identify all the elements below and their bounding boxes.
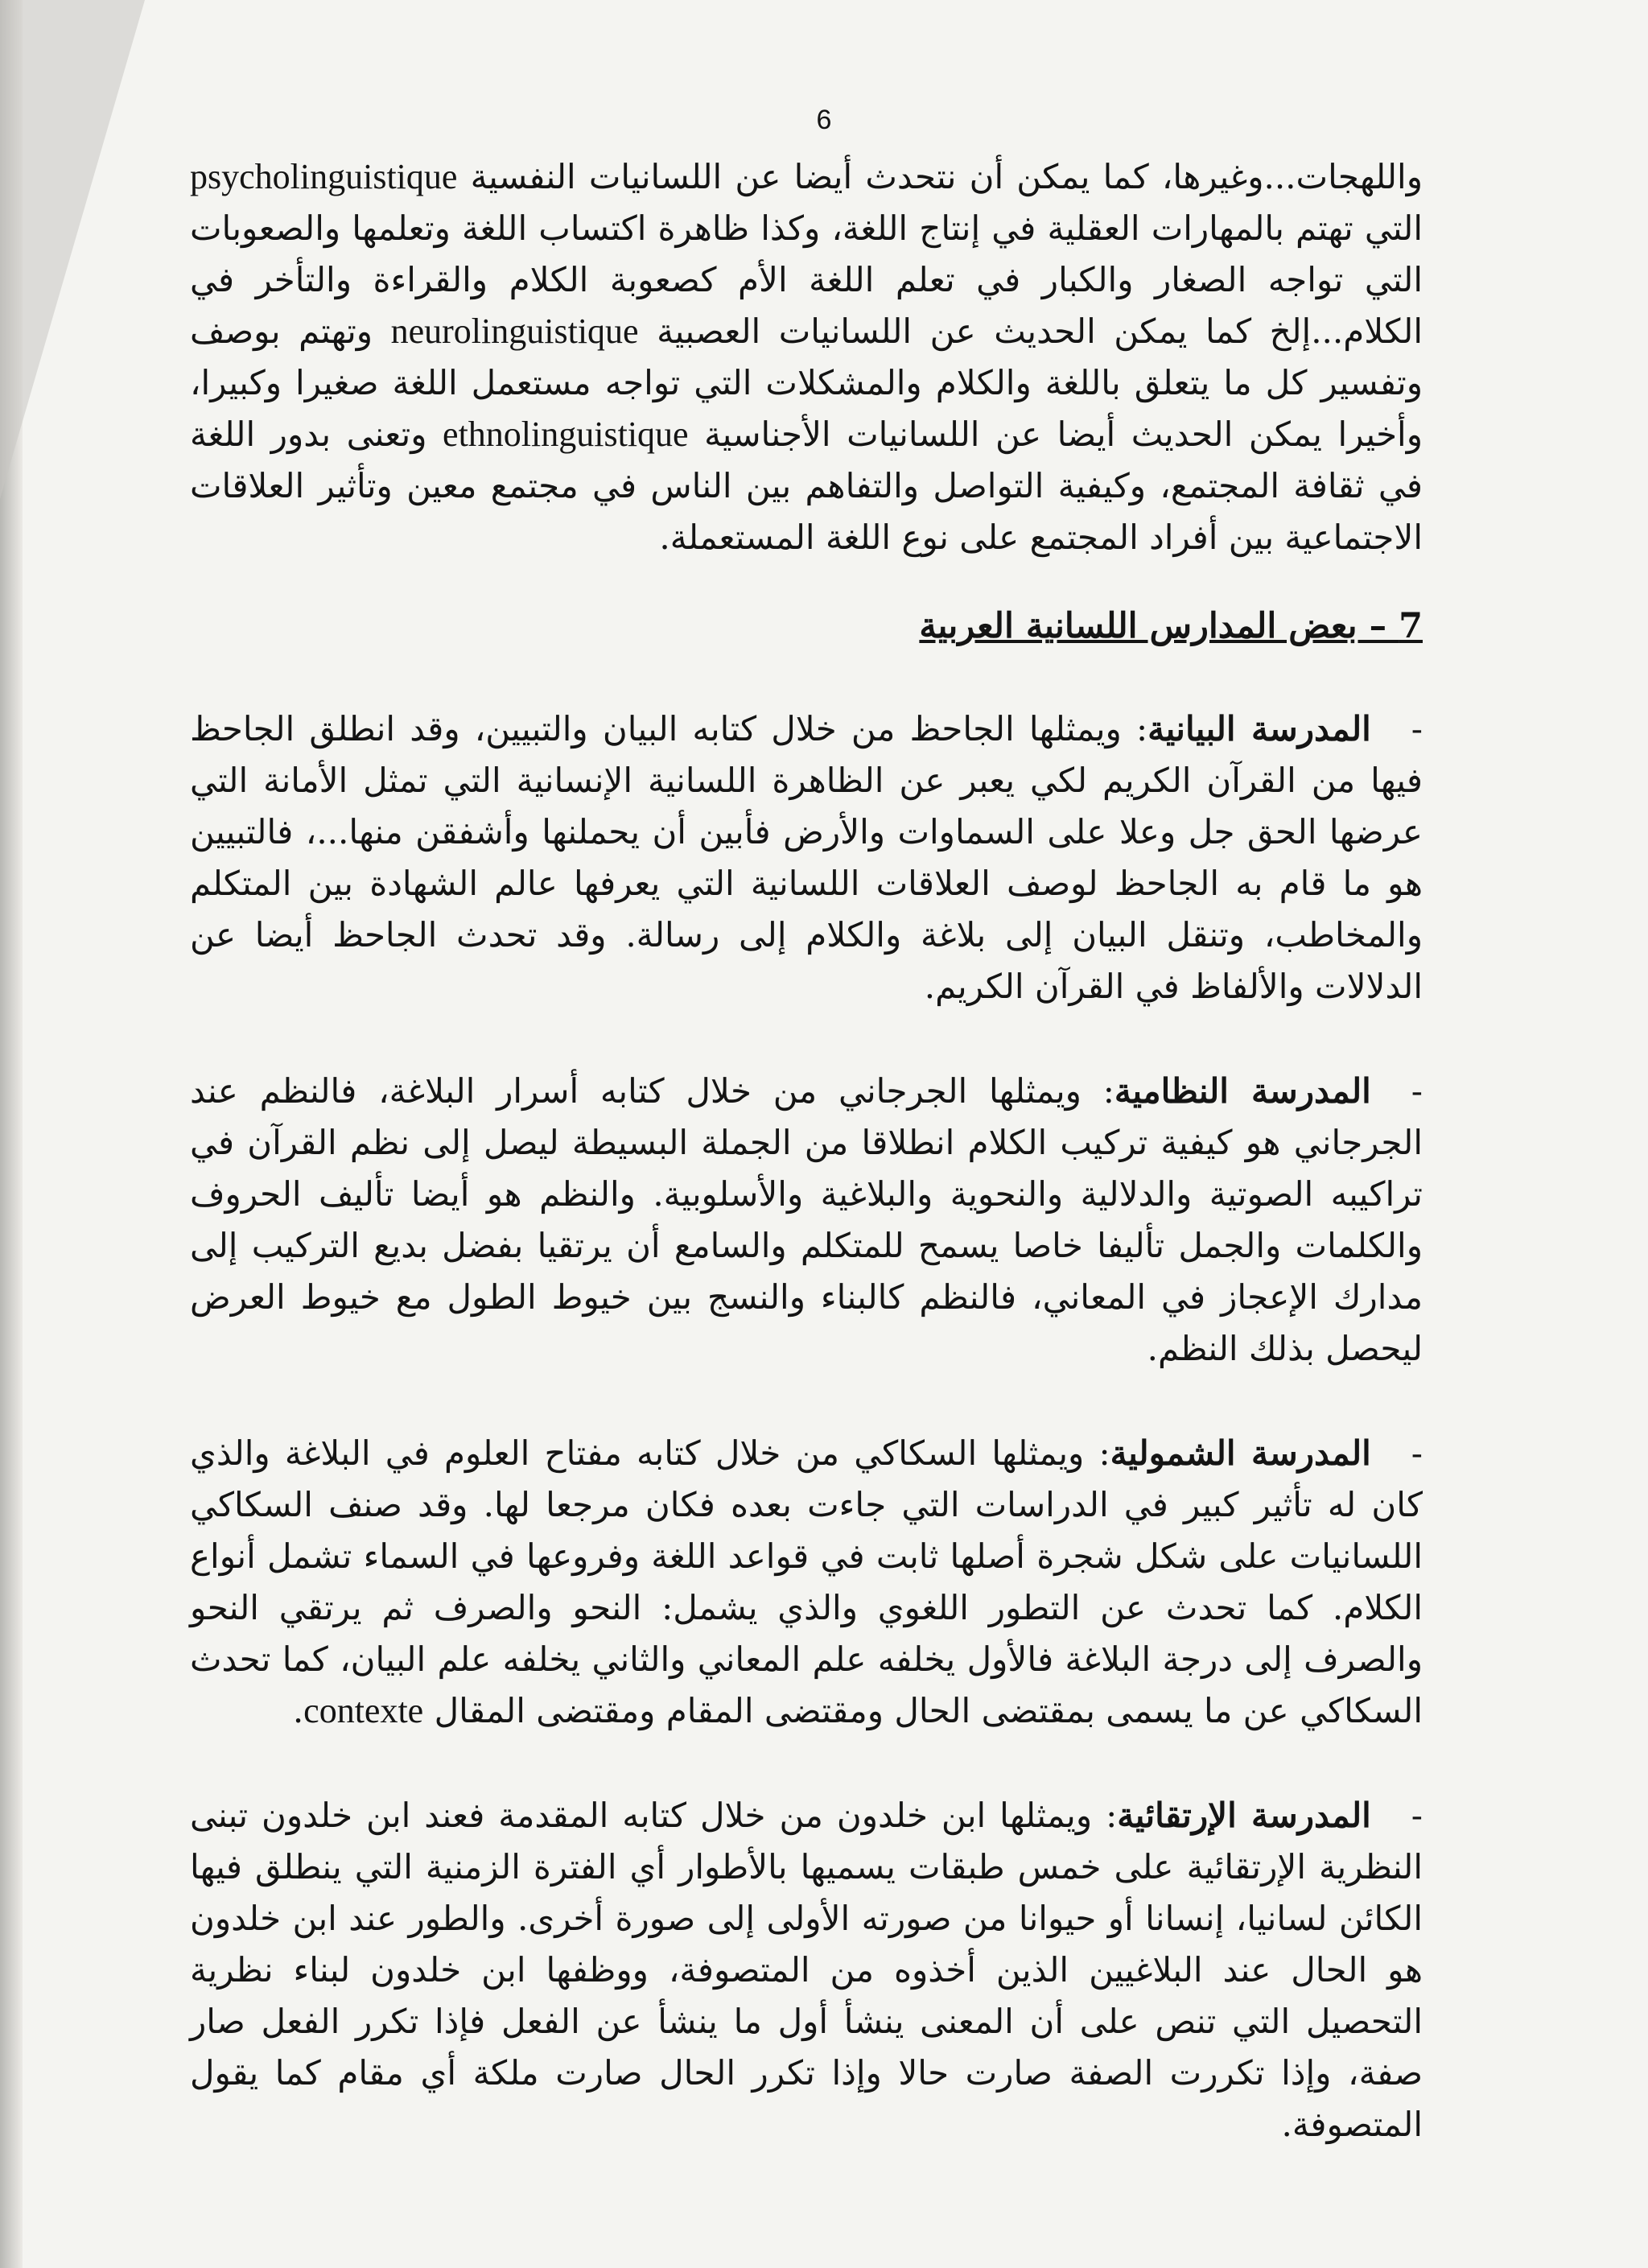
school-text: : ويمثلها الجاحظ من خلال كتابه البيان والتبيين، وقد انطلق الجاحظ فيها من القرآن الكريم لكي يعبر عن الظاهرة اللسانية الإنسانية التي تمثل الأمانة التي عرضها الحق جل وعلا على السماوات والأرض فأبين أن يحملنها وأشفقن منها...، فالتبيين هو ما قام به الجاحظ لوصف العلاقات اللسانية التي يعرفها عالم الشهادة بين المتكلم والمخاطب، وتنقل البيان إلى بلاغة والكلام إلى رسالة. وقد تحدث الجاحظ أيضا عن الدلالات والألفاظ في القرآن الكريم. [190,709,1423,1006]
school-bayaniya [190,703,1423,1012]
intro-paragraph [190,151,1423,563]
list-dash: - [1411,1433,1423,1473]
document-body [190,151,1423,2204]
school-text: : ويمثلها ابن خلدون من خلال كتابه المقدمة فعند ابن خلدون تبنى النظرية الإرتقائية على خمس طبقات يسميها بالأطوار أي الفترة الزمنية التي ينطلق فيها الكائن لسانيا، إنسانا أو حيوانا من صورته الأولى إلى صورة أخرى. والطور عند ابن خلدون هو الحال عند البلاغيين الذين أخذوه من المتصوفة، ووظفها ابن خلدون لبناء نظرية التحصيل التي تنص على أن المعنى ينشأ أول ما ينشأ عن الفعل فإذا تكرر الفعل صار صفة، وإذا تكررت الصفة صارت حالا وإذا تكرر الحال صارت ملكة أي مقام كما يقول المتصوفة. [190,1796,1423,2144]
intro-text-2: التي تهتم بالمهارات العقلية في إنتاج اللغة، وكذا ظاهرة اكتساب اللغة وتعلمها والصعوبات التي تواجه الصغار والكبار في تعلم اللغة الأم كصعوبة الكلام والقراءة والتأخر في الكلام...إلخ كما يمكن الحديث عن اللسانيات العصبية [190,208,1423,351]
list-dash: - [1411,1796,1423,1835]
intro-text-4: وتعنى بدور اللغة في ثقافة المجتمع، وكيفية التواصل والتفاهم بين الناس في مجتمع معين وتأثير العلاقات الاجتماعية بين أفراد المجتمع على نوع اللغة المستعملة. [190,414,1423,557]
list-dash: - [1411,709,1423,748]
school-shumuliya [190,1428,1423,1737]
intro-text-3: وتهتم بوصف وتفسير كل ما يتعلق باللغة والكلام والمشكلات التي تواجه مستعمل اللغة صغيرا وكبيرا، وأخيرا يمكن الحديث أيضا عن اللسانيات الأجناسية [190,311,1423,454]
school-name: المدرسة البيانية [1147,709,1371,748]
term-psycholinguistique: psycholinguistique [190,157,458,196]
school-name: المدرسة الشمولية [1110,1433,1371,1473]
school-text: : ويمثلها السكاكي من خلال كتابه مفتاح العلوم في البلاغة والذي كان له تأثير كبير في الدراسات التي جاءت بعده فكان مرجعا لها. وقد صنف السكاكي اللسانيات على شكل شجرة أصلها ثابت في قواعد اللغة وفروعها في السماء تشمل أنواع الكلام. كما تحدث عن التطور اللغوي والذي يشمل: النحو والصرف ثم يرتقي النحو والصرف إلى درجة البلاغة فالأول يخلفه علم المعاني والثاني يخلفه علم البيان، كما تحدث السكاكي عن ما يسمى بمقتضى الحال ومقتضى المقام ومقتضى المقال [190,1433,1423,1730]
page-number: 6 [816,105,832,135]
school-irtiqaiya [190,1790,1423,2150]
section-heading: 7 – بعض المدارس اللسانية العربية [919,606,1423,646]
school-text-end: . [292,1691,304,1730]
school-paragraph [190,1066,1423,1375]
list-dash: - [1411,1071,1423,1111]
school-paragraph [190,1790,1423,2150]
term-neurolinguistique: neurolinguistique [390,311,639,351]
intro-text-1: واللهجات...وغيرها، كما يمكن أن نتحدث أيضا عن اللسانيات النفسية [470,157,1423,196]
term-contexte: contexte [303,1691,424,1730]
school-nidhamiya [190,1066,1423,1375]
school-paragraph [190,1428,1423,1737]
page-corner-fold [0,0,145,499]
school-text: : ويمثلها الجرجاني من خلال كتابه أسرار البلاغة، فالنظم عند الجرجاني هو كيفية تركيب الكلام انطلاقا من الجملة البسيطة ليصل إلى نظم القرآن في تراكيبه الصوتية والدلالية والنحوية والبلاغية والأسلوبية. والنظم هو أيضا تأليف الحروف والكلمات والجمل تأليفا خاصا يسمح للمتكلم والسامع أن يرتقيا بفضل بديع التركيب إلى مدارك الإعجاز في المعاني، فالنظم كالبناء والنسج بين خيوط الطول مع خيوط العرض ليحصل بذلك النظم. [190,1071,1423,1368]
school-name: المدرسة النظامية [1114,1071,1371,1111]
school-paragraph [190,703,1423,1012]
school-name: المدرسة الإرتقائية [1117,1796,1371,1835]
term-ethnolinguistique: ethnolinguistique [443,414,689,454]
